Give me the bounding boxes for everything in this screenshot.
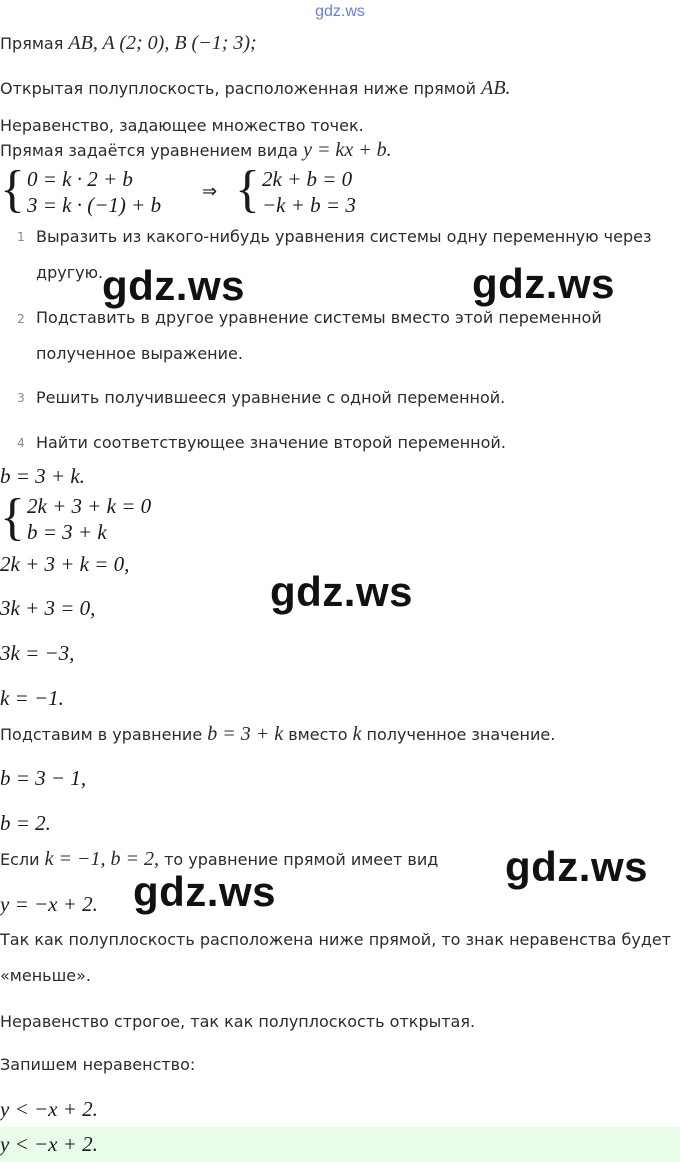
step-1-number: 1 [17,230,25,244]
system1-brace: { [0,161,25,218]
substitute-math2: k [352,723,362,745]
step-2-line2: полученное выражение. [36,344,243,363]
if-pre: Если [0,850,45,869]
step-1-line2: другую. [36,263,104,282]
line-halfplane [0,78,511,99]
substitute-pre: Подставим в уравнение [0,725,208,744]
eq-line-final: y = −x + 2. [0,892,98,916]
step-4-number: 4 [17,436,25,450]
line-points-math: AB, A (2; 0), B (−1; 3); [68,32,257,54]
line-halfplane-math: AB. [481,77,511,99]
line-since-1: Так как полуплоскость расположена ниже прямой, то знак неравенства будет [0,930,672,949]
step-3-number: 3 [17,391,25,405]
substitute-mid: вместо [283,725,353,744]
watermark-2: gdz.ws [472,260,616,307]
watermark-3: gdz.ws [270,568,414,615]
system3-eq2: b = 3 + k [27,520,107,544]
line-equation-form-text: Прямая задаётся уравнением вида [0,141,304,160]
system3-brace: { [0,489,25,546]
system1-eq1: 0 = k · 2 + b [27,167,133,191]
substitute-math1: b = 3 + k [207,723,284,745]
line-if [0,849,438,870]
system1-eq2: 3 = k · (−1) + b [27,193,162,217]
answer-inequality: y < −x + 2. [0,1132,98,1156]
system2-eq2: −k + b = 3 [262,193,356,217]
inequality: y < −x + 2. [0,1097,98,1121]
step-2-line1: Подставить в другое уравнение системы вместо этой переменной [36,308,602,327]
line-strict: Неравенство строгое, так как полуплоскость открытая. [0,1012,476,1031]
watermark-4: gdz.ws [505,843,649,890]
watermark-1: gdz.ws [102,262,246,309]
if-post: то уравнение прямой имеет вид [159,850,439,869]
if-math: k = −1, b = 2, [44,848,159,870]
eq-isolated: 3k = −3, [0,641,75,665]
line-halfplane-text: Открытая полуплоскость, расположенная ниже прямой [0,79,482,98]
line-points-text: Прямая [0,34,69,53]
watermark-top: gdz.ws [315,3,365,20]
line-substitute [0,724,555,745]
eq-b-value: b = 2. [0,811,51,835]
step-4-line1: Найти соответствующее значение второй переменной. [36,433,506,452]
step-1-line1: Выразить из какого-нибудь уравнения системы одну переменную через [36,227,652,246]
line-inequality-desc: Неравенство, задающее множество точек. [0,116,364,135]
line-since-2: «меньше». [0,966,91,985]
eq-substituted: 2k + 3 + k = 0, [0,552,130,576]
line-write: Запишем неравенство: [0,1055,196,1074]
system2-eq1: 2k + b = 0 [262,167,353,191]
line-points [0,33,257,54]
system2-brace: { [235,161,260,218]
eq-k-value: k = −1. [0,686,64,710]
answer-box [0,1127,680,1162]
line-equation-form-math: y = kx + b. [303,139,392,161]
eq-simplified: 3k + 3 = 0, [0,596,96,620]
line-equation-form [0,140,392,161]
eq-b-calc: b = 3 − 1, [0,766,87,790]
step-2-number: 2 [17,312,25,326]
step-3-line1: Решить получившееся уравнение с одной переменной. [36,388,506,407]
system3-eq1: 2k + 3 + k = 0 [27,494,152,518]
substitute-post: полученное значение. [361,725,556,744]
implies-arrow: ⇒ [202,181,218,202]
eq-b-expr: b = 3 + k. [0,464,85,488]
watermark-5: gdz.ws [133,868,277,915]
